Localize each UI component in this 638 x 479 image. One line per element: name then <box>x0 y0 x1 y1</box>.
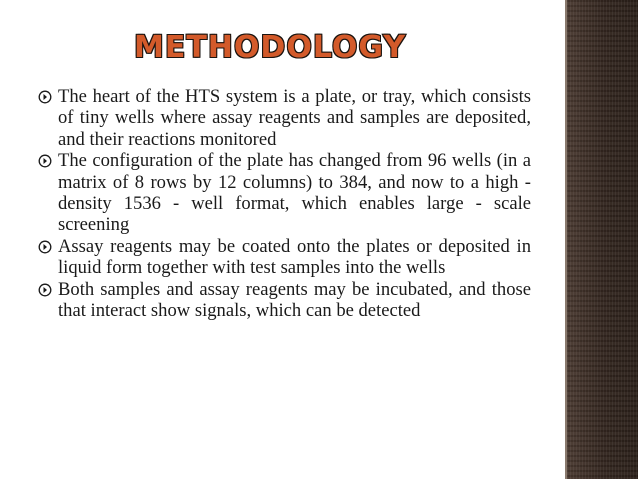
bullet-item <box>38 86 531 150</box>
circled-arrow-icon <box>38 154 52 168</box>
bullet-text: Both samples and assay reagents may be incubated, and those that interact show signals, which can be detected <box>58 278 531 322</box>
bullet-text: Assay reagents may be coated onto the plates or deposited in liquid form together with test samples into the wells <box>58 235 531 279</box>
circled-arrow-icon <box>38 90 52 104</box>
bullet-list <box>38 86 531 321</box>
circled-arrow-icon <box>38 240 52 254</box>
bullet-item <box>38 236 531 279</box>
slide-title: METHODOLOGY <box>134 30 407 65</box>
bullet-text: The heart of the HTS system is a plate, or tray, which consists of tiny wells where assay reagents and samples are deposited, and their reactions monitored <box>58 86 531 150</box>
decorative-sidebar <box>567 0 638 479</box>
bullet-text: The configuration of the plate has changed from 96 wells (in a matrix of 8 rows by 12 columns) to 384, and now to a high - density 1536 - well format, which enables large - scale screening <box>58 150 531 236</box>
bullet-item <box>38 279 531 322</box>
circled-arrow-icon <box>38 283 52 297</box>
bullet-item <box>38 150 531 236</box>
